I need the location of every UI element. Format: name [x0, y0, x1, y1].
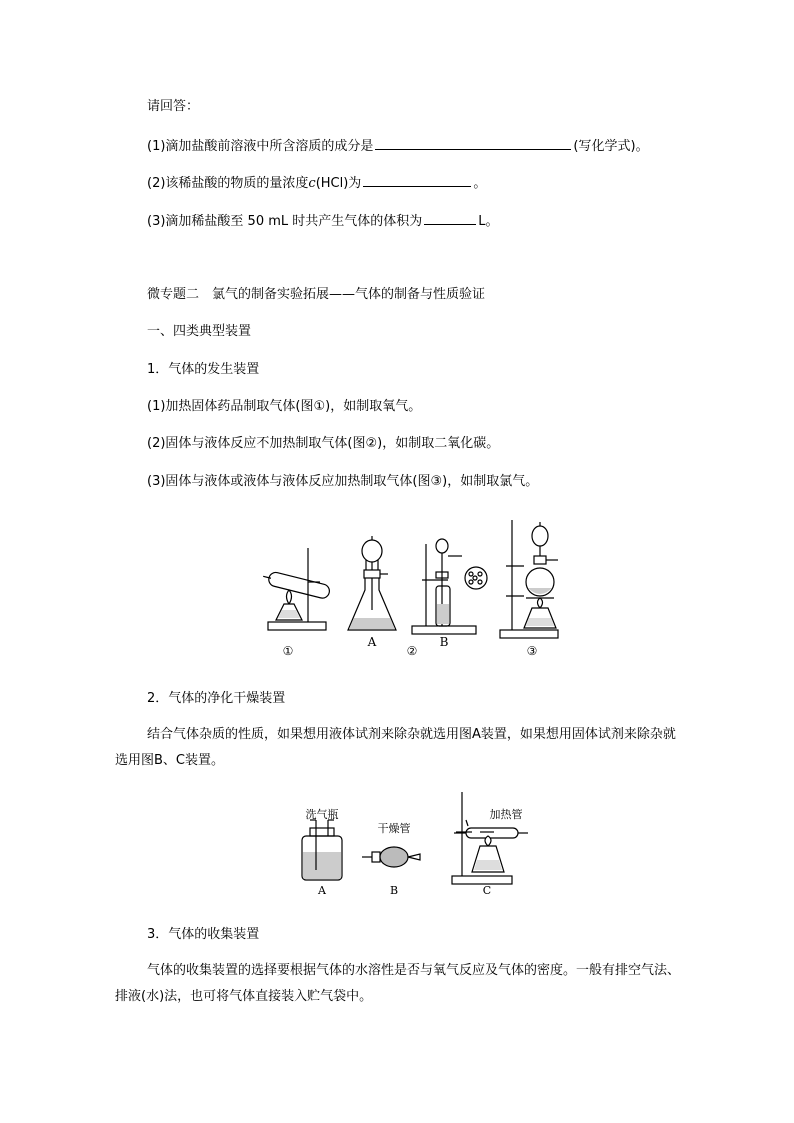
question-2-text: (2)该稀盐酸的物质的量浓度	[147, 176, 309, 191]
answer-blank-3[interactable]	[424, 211, 476, 225]
label-figure-1: ①	[282, 644, 294, 658]
question-2-text-2: (HCl)为	[315, 176, 362, 191]
apparatus-1-heating-tube	[261, 548, 330, 630]
label-a-2: A	[318, 884, 326, 897]
item-3-text: 气体的收集装置的选择要根据气体的水溶性是否与氧气反应及气体的密度。一般有排空气法、排液(水)法，也可将气体直接装入贮气袋中。	[115, 963, 681, 1004]
question-2	[147, 173, 486, 193]
question-3	[147, 211, 499, 231]
label-figure-3: ③	[526, 644, 538, 658]
question-3-suffix: L。	[478, 214, 499, 229]
question-1	[147, 136, 649, 156]
apparatus-a-conical-flask	[348, 536, 396, 630]
question-1-suffix: (写化学式)。	[573, 139, 649, 154]
drying-tube-apparatus	[362, 847, 420, 867]
question-2-suffix: 。	[473, 176, 487, 191]
item-2-title: 2．气体的净化干燥装置	[147, 691, 286, 706]
question-1-text: (1)滴加盐酸前溶液中所含溶质的成分是	[147, 139, 374, 154]
prompt-text: 请回答：	[147, 99, 200, 114]
label-c-2: C	[482, 884, 492, 897]
label-a: A	[367, 635, 377, 649]
label-figure-2: ②	[406, 644, 418, 658]
heating-tube-apparatus	[452, 792, 528, 884]
label-b: B	[439, 635, 449, 649]
question-3-text: (3)滴加稀盐酸至 50 mL 时共产生气体的体积为	[147, 214, 423, 229]
answer-blank-1[interactable]	[375, 136, 571, 150]
answer-blank-2[interactable]	[363, 173, 471, 187]
item-3-title: 3．气体的收集装置	[147, 927, 260, 942]
gas-generation-figure	[262, 516, 582, 661]
variable-c: c	[308, 176, 316, 191]
label-b-2: B	[389, 884, 399, 897]
item-1-p1: (1)加热固体药品制取气体(图①)，如制取氧气。	[147, 399, 422, 414]
heading-1: 一、四类典型装置	[147, 324, 252, 339]
label-wash-bottle: 洗气瓶	[305, 808, 339, 821]
label-heating-tube: 加热管	[489, 808, 523, 821]
wash-bottle-apparatus	[302, 820, 342, 880]
item-1-p3: (3)固体与液体或液体与液体反应加热制取气体(图③)，如制取氯气。	[147, 474, 539, 489]
item-2-text: 结合气体杂质的性质，如果想用液体试剂来除杂就选用图A装置，如果想用固体试剂来除杂就选用图B、C装置。	[115, 727, 676, 768]
label-drying-tube: 干燥管	[377, 822, 411, 835]
apparatus-b-test-tube	[412, 539, 487, 634]
item-1-p2: (2)固体与液体反应不加热制取气体(图②)，如制取二氧化碳。	[147, 436, 500, 451]
apparatus-3-round-flask	[500, 520, 558, 638]
purification-figure	[296, 780, 536, 900]
item-1-title: 1．气体的发生装置	[147, 362, 260, 377]
section-title: 微专题二 氯气的制备实验拓展——气体的制备与性质验证	[147, 287, 486, 302]
